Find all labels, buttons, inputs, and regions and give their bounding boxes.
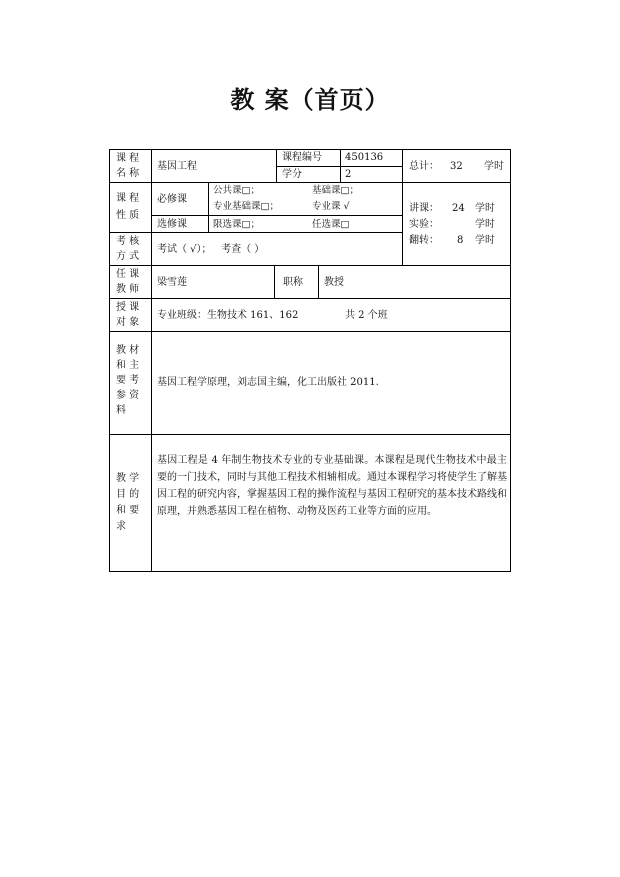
total-hours-label: 总计： [409,161,439,172]
total-hours-value: 32 [450,161,463,172]
elective-label: 选修课 [157,219,187,230]
course-type-label-1: 课 程 [116,193,140,204]
row-line-total [402,182,511,183]
teacher-title-label: 职称 [283,277,303,288]
audience-value: 专业班级：生物技术 161、162 [157,310,299,321]
credits-label: 学分 [282,169,302,180]
lecture-hours-unit: 学时 [475,203,495,214]
teacher-title-value: 教授 [324,277,344,288]
assessment-label-2: 方 式 [116,251,140,262]
audience-label-2: 对 象 [116,317,140,328]
col-line-name-end [276,149,277,182]
assessment-label-1: 考 核 [116,236,140,247]
table-border-right [510,149,511,572]
course-type-label-2: 性 质 [116,210,140,221]
textbooks-label-5: 料 [116,405,126,416]
required-public: 公共课□； [213,185,260,196]
col-line-code-end [340,149,341,182]
course-name-value: 基因工程 [157,161,197,172]
row-line-type [109,232,403,233]
objectives-label-1: 教 学 [116,473,140,484]
experiment-hours-label: 实验： [409,219,439,230]
col-line-teacher-name [274,265,275,298]
row-line-audience [109,331,511,332]
col-line-type-sub [208,182,209,232]
table-border-top [109,149,511,150]
required-professional: 专业课 √ [312,201,350,212]
audience-label-1: 授 课 [116,302,140,313]
objectives-label-4: 求 [116,521,126,532]
required-basic: 基础课□； [312,185,359,196]
textbooks-label-2: 和 主 [116,360,140,371]
col-line-teacher-title [318,265,319,298]
elective-limited: 限选课□； [213,219,260,230]
assessment-value: 考试（ √）； 考查（ ） [157,244,265,255]
objectives-value: 基因工程是 4 年制生物技术专业的专业基础课。本课程是现代生物技术中最主要的一门技术，同时与其他工程技术相辅相成。通过本课程学习将使学生了解基因工程的研究内容，掌握基因工程的操作流程与基因工程研究的基本技术路线和原理，并熟悉基因工程在植物、动物及医药工业等方面的应用。 [157,455,507,517]
col-line-hours [402,149,403,265]
course-name-label-2: 名 称 [116,168,140,179]
elective-free: 任选课□ [312,219,350,230]
flipped-hours-unit: 学时 [475,235,495,246]
required-label: 必修课 [157,194,187,205]
lecture-hours-label: 讲课： [409,203,439,214]
objectives-label-2: 目 的 [116,489,140,500]
table-border-left [109,149,110,572]
course-name-label-1: 课 程 [116,153,140,164]
row-line-textbooks [109,434,511,435]
row-line-name [109,182,402,183]
flipped-hours-label: 翻转： [409,235,439,246]
textbooks-label-3: 要 考 [116,375,140,386]
table-border-bottom [109,571,511,572]
objectives-label-3: 和 要 [116,505,140,516]
textbooks-label-4: 参 资 [116,390,140,401]
teacher-name: 梁雪莲 [157,277,187,288]
row-line-teacher [109,298,511,299]
row-line-assessment [109,265,511,266]
audience-classes: 共 2 个班 [345,310,388,321]
required-professional-basic: 专业基础课□； [213,201,279,212]
total-hours-unit: 学时 [484,161,504,172]
experiment-hours-unit: 学时 [475,219,495,230]
credits-value: 2 [345,169,352,180]
textbooks-label-1: 教 材 [116,345,140,356]
course-code-value: 450136 [345,152,384,163]
col-line-labels [151,149,152,572]
row-line-required [151,215,403,216]
textbooks-value: 基因工程学原理，刘志国主编，化工出版社 2011. [157,377,379,388]
teacher-label-2: 教 师 [116,284,140,295]
course-code-label: 课程编号 [282,152,322,163]
page-title: 教 案（首页） [230,85,390,114]
teacher-label-1: 任 课 [116,269,140,280]
flipped-hours-value: 8 [457,235,464,246]
lecture-hours-value: 24 [452,203,465,214]
